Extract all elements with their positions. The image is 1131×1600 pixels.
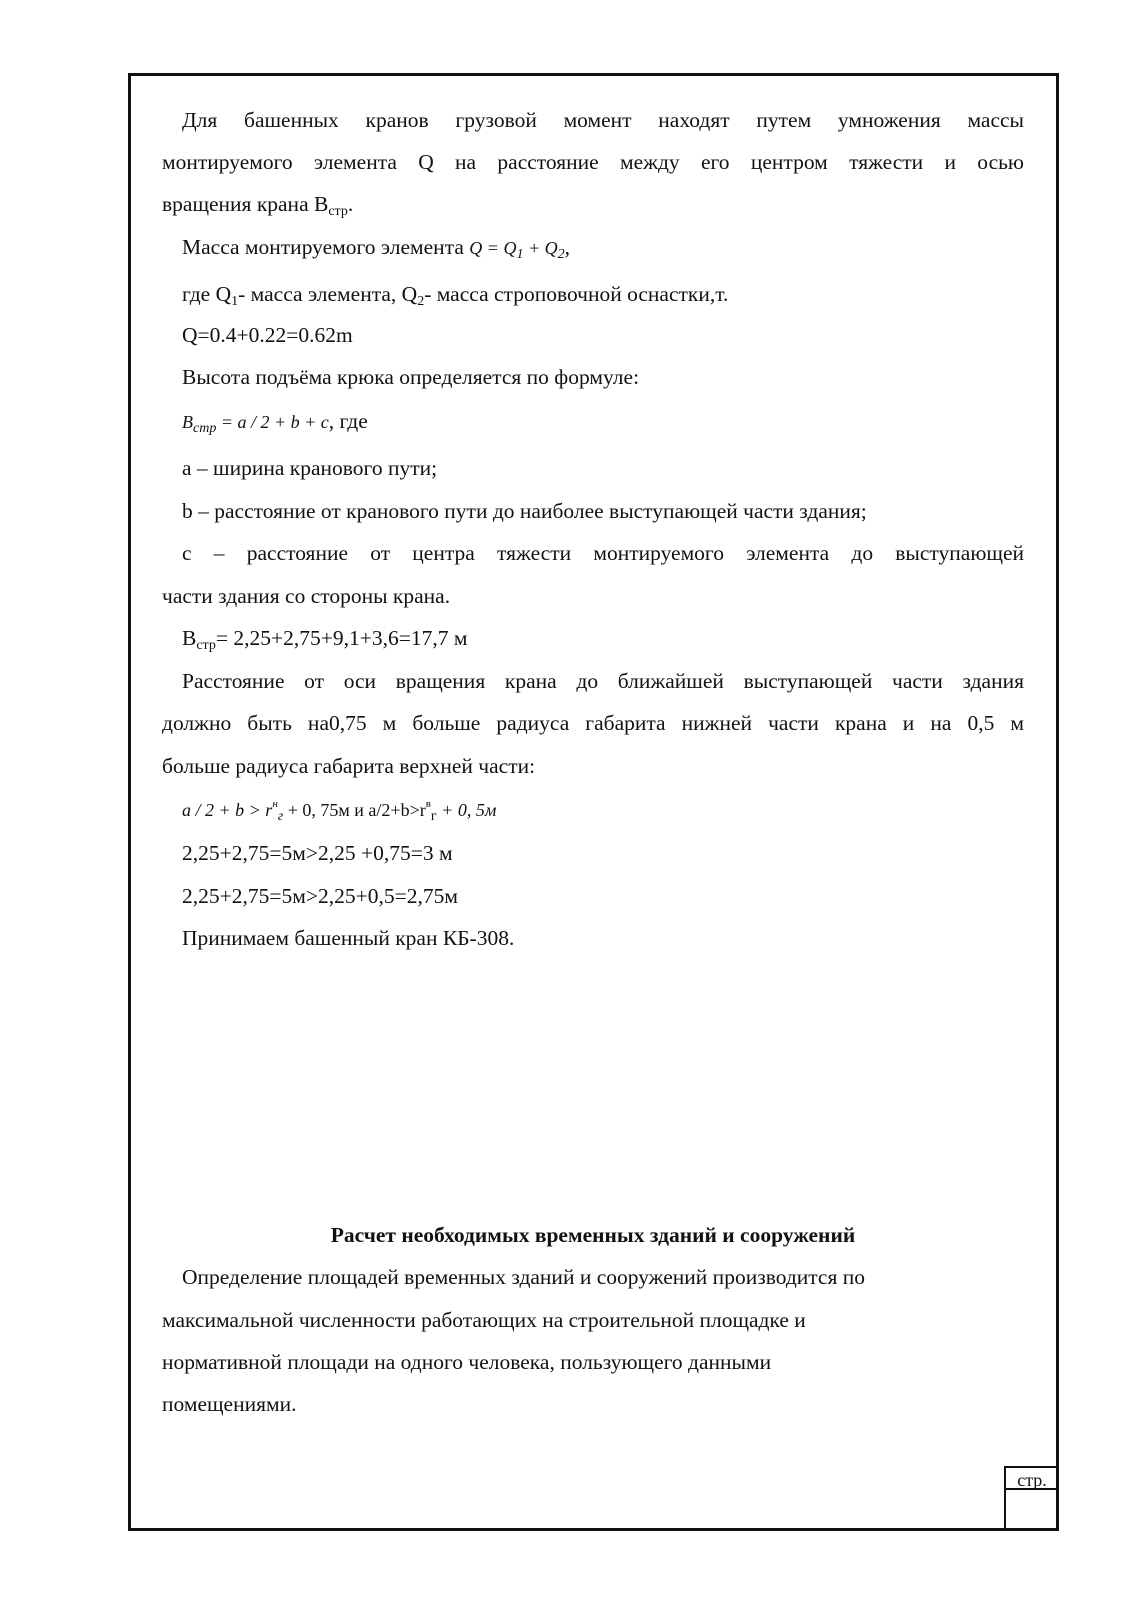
- p1-line-3: [162, 190, 353, 218]
- p1-line-3-sub: стр: [328, 204, 348, 219]
- mass-formula-q1: Q: [503, 238, 517, 258]
- ineq-r-sup: н: [272, 798, 278, 810]
- def-c-line-2: части здания со стороны крана.: [162, 584, 451, 608]
- mass-formula-plus: +: [523, 238, 545, 258]
- distance-line-2: должно быть на0,75 м больше радиуса габарита нижней части крана и на 0,5 м: [162, 711, 1024, 735]
- page-number-stamp: [1004, 1466, 1058, 1528]
- height-intro-line: Высота подъёма крюка определяется по формуле:: [182, 365, 640, 389]
- inequality-line: [162, 796, 496, 824]
- distance-line-1: Расстояние от оси вращения крана до ближайшей выступающей части здания: [182, 669, 1024, 693]
- mass-line: [162, 233, 570, 262]
- p1-line-3-end: .: [347, 192, 354, 216]
- where-q-b: - масса элемента, Q: [238, 282, 418, 306]
- section-line-1: Определение площадей временных зданий и сооружений производится по: [182, 1265, 865, 1289]
- ineq-left: a / 2 + b > r: [182, 800, 273, 820]
- where-q-c: - масса строповочной оснастки,т.: [424, 282, 729, 306]
- where-q-a-sub: 1: [231, 294, 239, 309]
- section-line-3: нормативной площади на одного человека, пользующего данными: [162, 1350, 772, 1374]
- ineq-right: + 0, 5м: [436, 800, 497, 820]
- def-a-line: а – ширина кранового пути;: [182, 456, 438, 480]
- b-formula-sub: стр: [193, 421, 217, 436]
- b-formula: [182, 412, 329, 436]
- ineq-r2-sub: г: [430, 809, 437, 824]
- p1-line-3-text: вращения крана B: [162, 192, 329, 216]
- page-label: стр.: [1006, 1466, 1058, 1490]
- b-calc-sub: стр: [196, 638, 216, 653]
- calc-1-line: 2,25+2,75=5м>2,25 +0,75=3 м: [182, 841, 453, 865]
- where-q-a: где Q: [182, 282, 232, 306]
- mass-text: Масса монтируемого элемента: [182, 235, 470, 259]
- mass-formula-eq: =: [482, 238, 504, 258]
- b-calc-line: [162, 624, 467, 652]
- ineq-r-sub: г: [277, 809, 284, 824]
- ineq-r2-sup: в: [425, 798, 431, 810]
- b-formula-b: B: [182, 412, 193, 432]
- b-calc-rest: = 2,25+2,75+9,1+3,6=17,7 м: [215, 626, 468, 650]
- mass-formula-q2: Q: [544, 238, 558, 258]
- distance-line-3: больше радиуса габарита верхней части:: [162, 754, 536, 778]
- def-b-line: b – расстояние от кранового пути до наиболее выступающей части здания;: [182, 499, 867, 523]
- q-calc-line: Q=0.4+0.22=0.62m: [182, 323, 353, 347]
- where-q-b-sub: 2: [417, 294, 425, 309]
- mass-formula: [469, 238, 565, 262]
- p1-line-1: Для башенных кранов грузовой момент находят путем умножения массы: [182, 108, 1024, 132]
- b-calc-b: B: [182, 626, 197, 650]
- mass-formula-q2-sub: 2: [557, 247, 565, 262]
- section-line-4: помещениями.: [162, 1392, 297, 1416]
- mass-formula-q: Q: [469, 238, 483, 258]
- def-c-line-1: с – расстояние от центра тяжести монтируемого элемента до выступающей: [182, 541, 1024, 565]
- accept-line: Принимаем башенный кран КБ-308.: [182, 926, 515, 950]
- where-q-line: [162, 280, 728, 308]
- b-formula-rest: = a / 2 + b + c: [216, 412, 329, 432]
- b-formula-tail: , где: [328, 409, 368, 433]
- section-title: Расчет необходимых временных зданий и сооружений: [330, 1223, 856, 1247]
- mass-formula-end: ,: [564, 235, 570, 259]
- section-line-2: максимальной численности работающих на строительной площадке и: [162, 1308, 806, 1332]
- p1-line-2: монтируемого элемента Q на расстояние между его центром тяжести и осью: [162, 150, 1024, 174]
- calc-2-line: 2,25+2,75=5м>2,25+0,5=2,75м: [182, 884, 458, 908]
- ineq-mid: + 0, 75м и a/2+b>r: [283, 800, 426, 820]
- b-formula-line: [162, 407, 368, 436]
- mass-formula-q1-sub: 1: [516, 247, 524, 262]
